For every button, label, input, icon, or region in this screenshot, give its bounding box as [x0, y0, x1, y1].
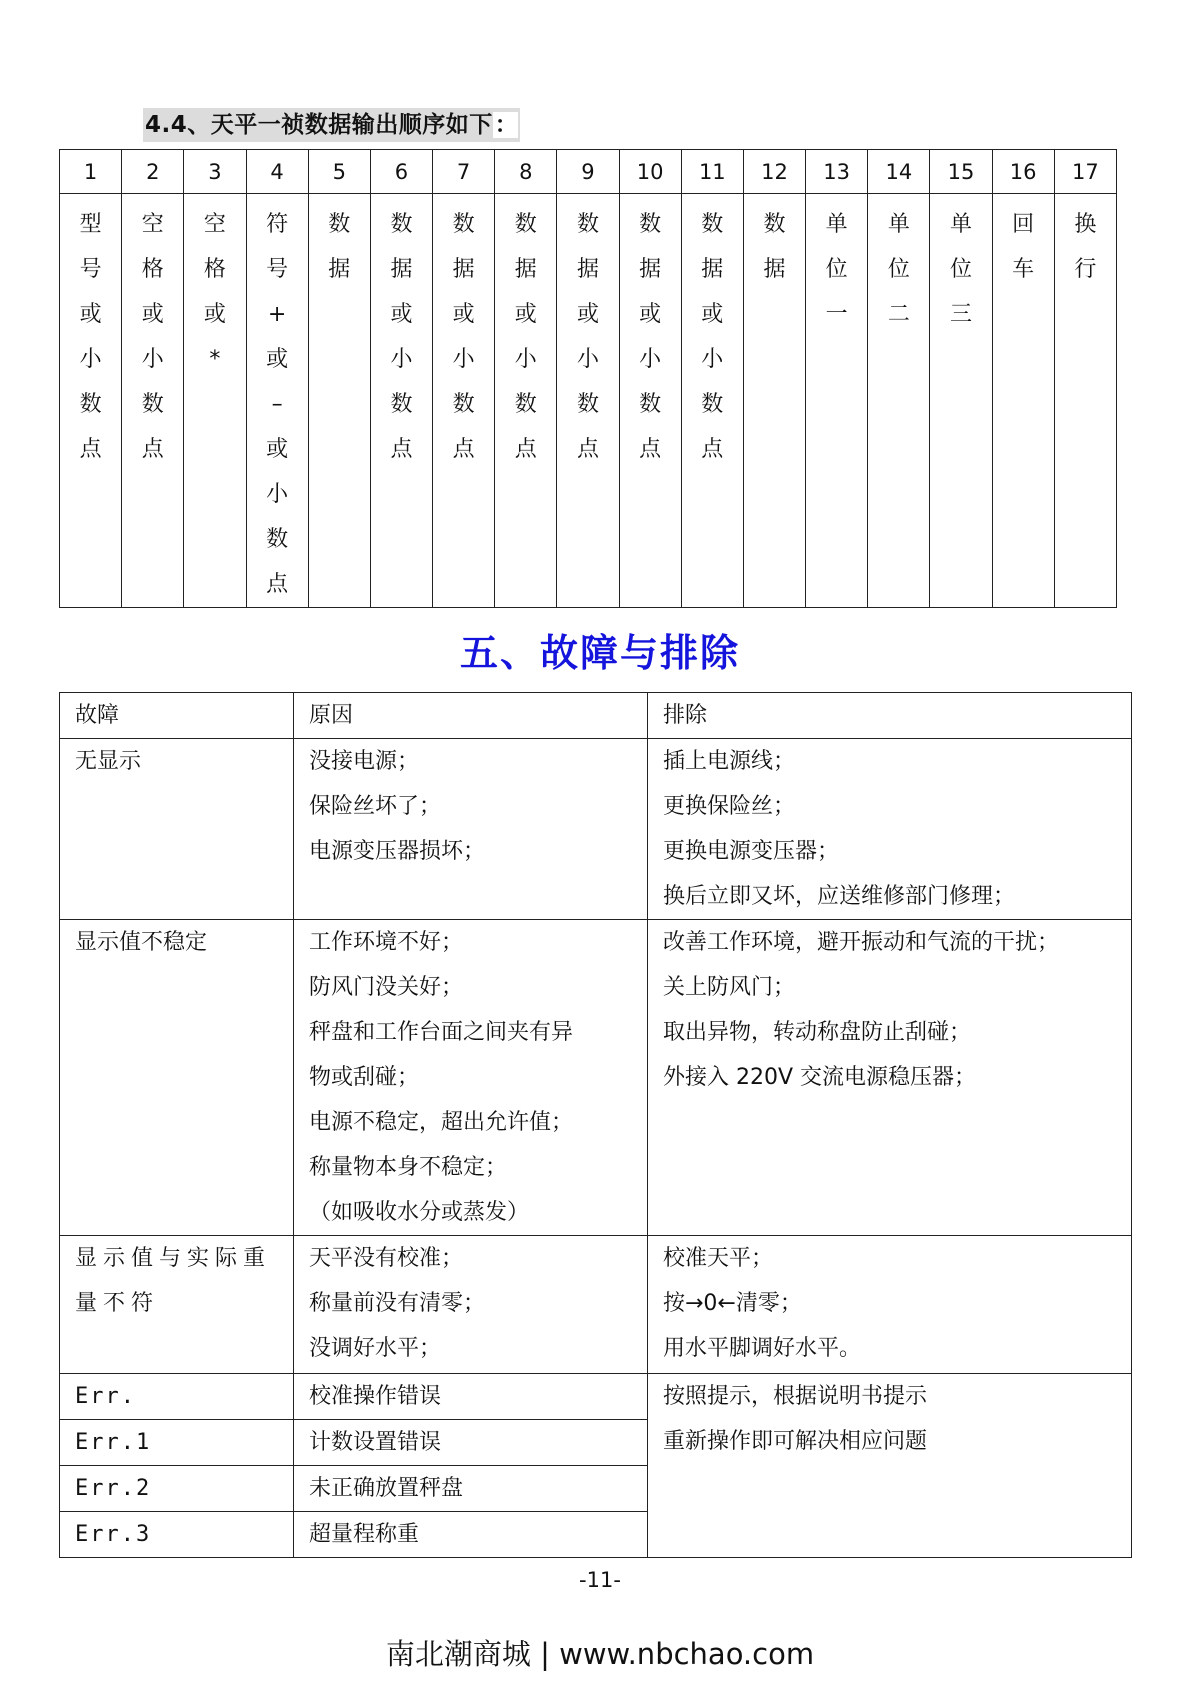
description-char: 或: [79, 302, 102, 327]
description-char: 二: [887, 302, 910, 327]
description-char: 符: [266, 212, 289, 237]
sequence-description-cell: [495, 194, 557, 608]
sequence-description-cell: [1054, 194, 1116, 608]
description-char: 小: [701, 347, 724, 372]
description-char: 数: [390, 212, 413, 237]
description-char: 号: [79, 257, 102, 282]
sequence-index-cell: 10: [619, 150, 681, 194]
sequence-index-cell: 17: [1054, 150, 1116, 194]
cell-line: 没调好水平；: [309, 1336, 442, 1361]
description-char: 位: [825, 257, 848, 282]
description-char: 据: [701, 257, 724, 282]
description-char: 车: [1012, 257, 1035, 282]
cell-line: 按照提示，根据说明书提示: [663, 1384, 928, 1409]
description-char: 或: [452, 302, 475, 327]
chapter-title: 五、故障与排除: [459, 631, 740, 675]
cause-cell: [294, 920, 648, 1236]
troubleshooting-table: [59, 692, 1132, 1558]
error-code-cell: Err.3: [60, 1512, 294, 1558]
error-cause-cell: 未正确放置秤盘: [294, 1466, 648, 1512]
description-char: 小: [514, 347, 537, 372]
cell-line: 关上防风门；: [663, 975, 796, 1000]
cell-line: 重新操作即可解决相应问题: [663, 1429, 928, 1454]
sequence-index-cell: 14: [868, 150, 930, 194]
sequence-index-cell: 4: [246, 150, 308, 194]
cell-line: 保险丝坏了；: [309, 794, 442, 819]
sequence-description-cell: [246, 194, 308, 608]
description-char: 点: [266, 572, 289, 597]
cell-line: 物或刮碰；: [309, 1065, 420, 1090]
description-char: 小: [576, 347, 599, 372]
description-char: 据: [639, 257, 662, 282]
sequence-description-cell: [370, 194, 432, 608]
description-char: 或: [266, 347, 289, 372]
sequence-index-cell: 9: [557, 150, 619, 194]
description-char: 型: [79, 212, 102, 237]
cell-line: 显示值不稳定: [75, 930, 208, 955]
sequence-index-cell: 1: [60, 150, 122, 194]
description-char: 空: [203, 212, 226, 237]
description-char: 点: [141, 437, 164, 462]
cell-line: 更换电源变压器；: [663, 839, 840, 864]
header-fault: 故障: [60, 693, 294, 739]
error-code-cell: Err.1: [60, 1420, 294, 1466]
description-char: 数: [141, 392, 164, 417]
sequence-description-cell: [930, 194, 992, 608]
description-char: 据: [763, 257, 786, 282]
description-char: 数: [576, 212, 599, 237]
cell-line: 没接电源；: [309, 749, 420, 774]
description-char: 数: [701, 212, 724, 237]
description-char: 点: [701, 437, 724, 462]
description-char: 数: [576, 392, 599, 417]
cell-line: 秤盘和工作台面之间夹有异: [309, 1020, 574, 1045]
cause-cell: [294, 1236, 648, 1374]
error-code-cell: Err.: [60, 1374, 294, 1420]
sequence-description-cell: [681, 194, 743, 608]
fault-cell: [60, 1236, 294, 1374]
sequence-description-cell: [743, 194, 805, 608]
description-char: 单: [949, 212, 972, 237]
description-char: 或: [390, 302, 413, 327]
description-char: 位: [949, 257, 972, 282]
sequence-description-cell: [619, 194, 681, 608]
cell-line: 天平没有校准；: [309, 1246, 464, 1271]
error-cause-cell: 计数设置错误: [294, 1420, 648, 1466]
description-char: 点: [639, 437, 662, 462]
description-char: 小: [639, 347, 662, 372]
cell-line: 换后立即又坏，应送维修部门修理；: [663, 884, 1016, 909]
sequence-index-cell: 8: [495, 150, 557, 194]
page-number: -11-: [579, 1568, 621, 1592]
cell-line: 电源不稳定，超出允许值；: [309, 1110, 574, 1135]
error-cause-cell: 超量程称重: [294, 1512, 648, 1558]
description-char: 点: [576, 437, 599, 462]
description-char: 或: [576, 302, 599, 327]
cell-line: （如吸收水分或蒸发）: [309, 1200, 530, 1225]
footer-brand: 南北潮商城 | www.nbchao.com: [385, 1637, 815, 1671]
description-char: 数: [79, 392, 102, 417]
description-char: 点: [514, 437, 537, 462]
description-char: –: [271, 392, 283, 417]
description-char: 格: [203, 257, 226, 282]
remedy-cell: [648, 739, 1132, 920]
cell-line: 称量前没有清零；: [309, 1291, 486, 1316]
section-heading: [143, 108, 520, 142]
description-char: 格: [141, 257, 164, 282]
description-char: 数: [266, 527, 289, 552]
cell-line: 插上电源线；: [663, 749, 796, 774]
sequence-description-cell: [557, 194, 619, 608]
fault-cell: [60, 920, 294, 1236]
section-heading-colon: ：: [494, 112, 519, 138]
description-char: 点: [390, 437, 413, 462]
remedy-cell: [648, 920, 1132, 1236]
cell-line: 工作环境不好；: [309, 930, 464, 955]
description-char: 换: [1074, 212, 1097, 237]
description-char: 一: [825, 302, 848, 327]
sequence-index-cell: 2: [122, 150, 184, 194]
sequence-description-cell: [868, 194, 930, 608]
description-char: 小: [390, 347, 413, 372]
cell-line: 按→0←清零；: [663, 1291, 802, 1316]
description-char: 单: [825, 212, 848, 237]
sequence-index-cell: 12: [743, 150, 805, 194]
cell-line: 量不符: [75, 1291, 160, 1316]
description-char: 据: [576, 257, 599, 282]
description-char: 数: [514, 392, 537, 417]
cell-line: 改善工作环境，避开振动和气流的干扰；: [663, 930, 1060, 955]
description-char: 点: [452, 437, 475, 462]
description-char: 数: [763, 212, 786, 237]
fault-cell: [60, 739, 294, 920]
cell-line: 显示值与实际重: [75, 1246, 272, 1271]
description-char: 数: [390, 392, 413, 417]
sequence-description-cell: [308, 194, 370, 608]
fault-row: [60, 920, 1132, 1236]
sequence-index-cell: 6: [370, 150, 432, 194]
description-char: 点: [79, 437, 102, 462]
header-remedy: 排除: [648, 693, 1132, 739]
sequence-index-row: [60, 150, 1117, 194]
remedy-cell: [648, 1236, 1132, 1374]
description-char: 数: [639, 392, 662, 417]
description-char: 小: [266, 482, 289, 507]
error-cause-cell: 校准操作错误: [294, 1374, 648, 1420]
description-char: 据: [328, 257, 351, 282]
cell-line: 校准天平；: [663, 1246, 774, 1271]
sequence-description-cell: [122, 194, 184, 608]
cell-line: 称量物本身不稳定；: [309, 1155, 508, 1180]
description-char: 单: [887, 212, 910, 237]
error-code-cell: Err.2: [60, 1466, 294, 1512]
sequence-index-cell: 7: [433, 150, 495, 194]
description-char: 小: [452, 347, 475, 372]
sequence-description-cell: [60, 194, 122, 608]
cell-line: 更换保险丝；: [663, 794, 796, 819]
description-char: 数: [639, 212, 662, 237]
sequence-description-cell: [806, 194, 868, 608]
error-row: [60, 1374, 1132, 1420]
description-char: +: [267, 302, 287, 327]
sequence-index-cell: 15: [930, 150, 992, 194]
description-char: 位: [887, 257, 910, 282]
cell-line: 外接入 220V 交流电源稳压器；: [663, 1065, 977, 1090]
fault-row: [60, 739, 1132, 920]
description-char: 或: [266, 437, 289, 462]
description-char: 数: [328, 212, 351, 237]
description-char: 空: [141, 212, 164, 237]
description-char: 小: [141, 347, 164, 372]
sequence-index-cell: 13: [806, 150, 868, 194]
description-char: 或: [141, 302, 164, 327]
description-char: 据: [514, 257, 537, 282]
sequence-index-cell: 16: [992, 150, 1054, 194]
cell-line: 用水平脚调好水平。: [663, 1336, 862, 1361]
sequence-description-cell: [992, 194, 1054, 608]
description-char: 据: [390, 257, 413, 282]
description-char: 号: [266, 257, 289, 282]
description-char: 回: [1012, 212, 1035, 237]
cell-line: 电源变压器损坏；: [309, 839, 486, 864]
header-cause: 原因: [294, 693, 648, 739]
table-header-row: [60, 693, 1132, 739]
description-char: 或: [514, 302, 537, 327]
cell-line: 防风门没关好；: [309, 975, 464, 1000]
description-char: 行: [1074, 257, 1097, 282]
error-remedy-cell: [648, 1374, 1132, 1558]
description-char: 或: [701, 302, 724, 327]
description-char: 或: [639, 302, 662, 327]
description-char: 小: [79, 347, 102, 372]
description-char: 数: [452, 212, 475, 237]
description-char: *: [209, 347, 221, 372]
description-char: 或: [203, 302, 226, 327]
sequence-description-row: [60, 194, 1117, 608]
description-char: 数: [452, 392, 475, 417]
sequence-index-cell: 3: [184, 150, 246, 194]
sequence-description-cell: [184, 194, 246, 608]
section-heading-text: 4.4、天平一祯数据输出顺序如下: [145, 112, 493, 138]
description-char: 数: [514, 212, 537, 237]
description-char: 据: [452, 257, 475, 282]
sequence-description-cell: [433, 194, 495, 608]
cause-cell: [294, 739, 648, 920]
fault-row: [60, 1236, 1132, 1374]
sequence-index-cell: 11: [681, 150, 743, 194]
output-sequence-table: [59, 149, 1117, 608]
sequence-index-cell: 5: [308, 150, 370, 194]
description-char: 三: [949, 302, 972, 327]
description-char: 数: [701, 392, 724, 417]
cell-line: 无显示: [75, 749, 142, 774]
cell-line: 取出异物，转动称盘防止刮碰；: [663, 1020, 972, 1045]
